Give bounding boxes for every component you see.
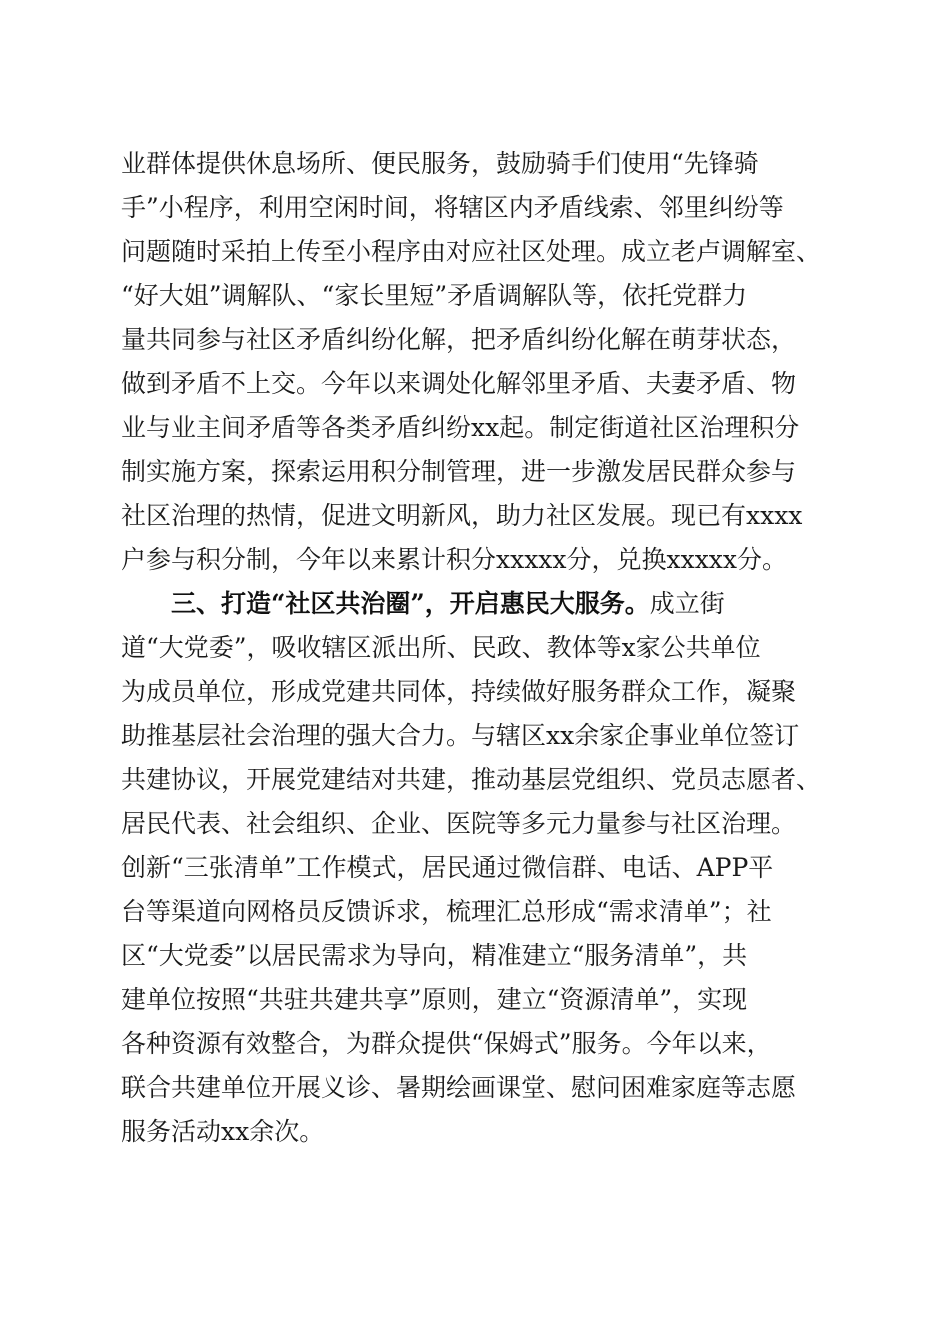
paragraph-1-line-2: 手”小程序，利用空闲时间，将辖区内矛盾线索、邻里纠纷等 — [121, 193, 784, 222]
paragraph-1-line-7: 业与业主间矛盾等各类矛盾纠纷xx起。制定街道社区治理积分 — [121, 413, 800, 442]
paragraph-2-line-2: 道“大党委”，吸收辖区派出所、民政、教体等x家公共单位 — [121, 633, 761, 662]
paragraph-2-line-7: 创新“三张清单”工作模式，居民通过微信群、电话、APP平 — [121, 853, 774, 882]
paragraph-2-line-1 — [171, 582, 841, 626]
paragraph-2-line-11: 各种资源有效整合，为群众提供“保姆式”服务。今年以来， — [121, 1029, 772, 1058]
paragraph-2-line-8: 台等渠道向网格员反馈诉求，梳理汇总形成“需求清单”；社 — [121, 897, 772, 926]
paragraph-2-line-1-rest: 成立街 — [649, 589, 725, 618]
paragraph-1-line-8: 制实施方案，探索运用积分制管理，进一步激发居民群众参与 — [121, 457, 797, 486]
paragraph-1-line-1: 业群体提供休息场所、便民服务，鼓励骑手们使用“先锋骑 — [121, 149, 759, 178]
paragraph-2-line-6: 居民代表、社会组织、企业、医院等多元力量参与社区治理。 — [121, 809, 797, 838]
paragraph-2-line-13: 服务活动xx余次。 — [121, 1117, 325, 1146]
paragraph-2-line-5: 共建协议，开展党建结对共建，推动基层党组织、党员志愿者、 — [121, 765, 822, 794]
paragraph-2-line-10: 建单位按照“共驻共建共享”原则，建立“资源清单”，实现 — [121, 985, 748, 1014]
paragraph-1-line-5: 量共同参与社区矛盾纠纷化解，把矛盾纠纷化解在萌芽状态， — [121, 325, 797, 354]
paragraph-2-line-12: 联合共建单位开展义诊、暑期绘画课堂、慰问困难家庭等志愿 — [121, 1073, 797, 1102]
paragraph-2-line-3: 为成员单位，形成党建共同体，持续做好服务群众工作，凝聚 — [121, 677, 797, 706]
paragraph-1-line-6: 做到矛盾不上交。今年以来调处化解邻里矛盾、夫妻矛盾、物 — [121, 369, 797, 398]
paragraph-1-line-10: 户参与积分制，今年以来累计积分xxxxx分，兑换xxxxx分。 — [121, 545, 787, 574]
paragraph-2-line-4: 助推基层社会治理的强大合力。与辖区xx余家企事业单位签订 — [121, 721, 800, 750]
paragraph-2-line-9: 区“大党委”以居民需求为导向，精准建立“服务清单”，共 — [121, 941, 748, 970]
paragraph-1-line-4: “好大姐”调解队、“家长里短”矛盾调解队等，依托党群力 — [121, 281, 748, 310]
paragraph-1-line-9: 社区治理的热情，促进文明新风，助力社区发展。现已有xxxx — [121, 501, 803, 530]
paragraph-1-line-3: 问题随时采拍上传至小程序由对应社区处理。成立老卢调解室、 — [121, 237, 822, 266]
section-heading: 三、打造“社区共治圈”，开启惠民大服务。 — [171, 589, 650, 618]
